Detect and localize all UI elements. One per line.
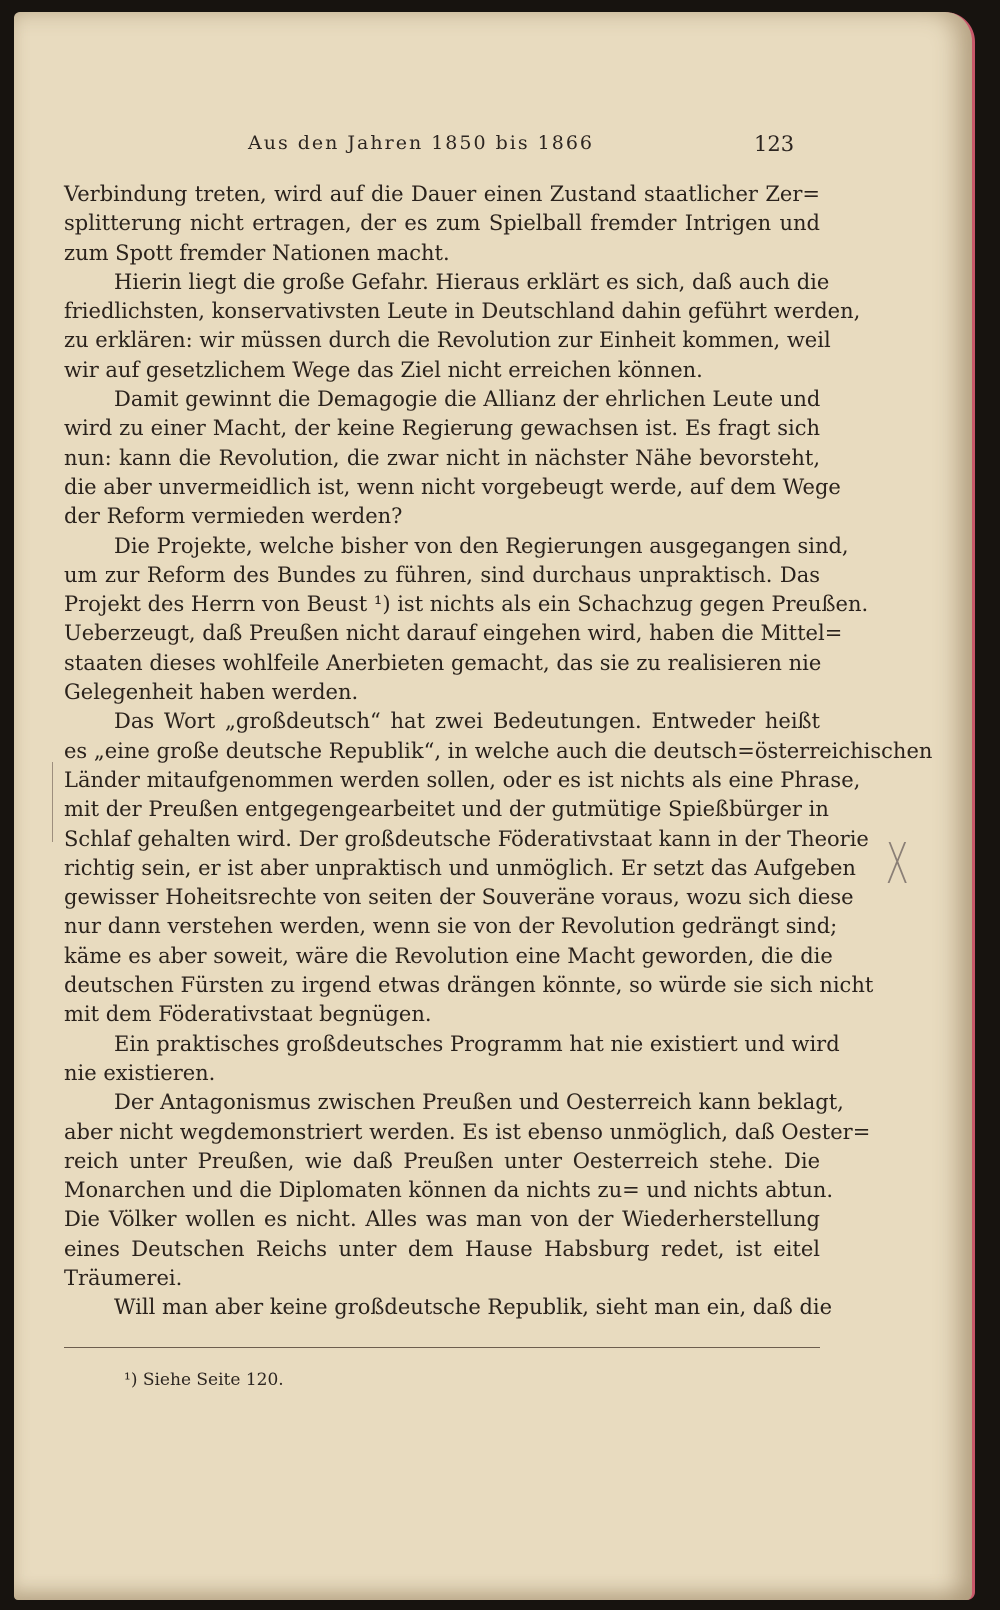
text-line: es „eine große deutsche Republik“, in welche auch die deutsch=österreichischen [64, 738, 933, 763]
text-line: Der Antagonismus zwischen Preußen und Oesterreich kann beklagt, [114, 1090, 844, 1115]
text-line: Das Wort „großdeutsch“ hat zwei Bedeutungen. Entweder heißt [114, 709, 820, 734]
text-line: zu erklären: wir müssen durch die Revolution zur Einheit kommen, weil [64, 328, 831, 353]
text-line: wird zu einer Macht, der keine Regierung gewachsen ist. Es fragt sich [64, 416, 820, 441]
text-line: der Reform vermieden werden? [64, 504, 403, 529]
footnote: ¹) Siehe Seite 120. [124, 1370, 284, 1390]
text-line: Monarchen und die Diplomaten können da nichts zu= und nichts abtun. [64, 1178, 834, 1203]
text-line: deutschen Fürsten zu irgend etwas drängen könnte, so würde sie sich nicht [64, 973, 874, 998]
footnote-rule [64, 1347, 820, 1348]
text-line: Träumerei. [64, 1265, 183, 1290]
text-line: reich unter Preußen, wie daß Preußen unter Oesterreich stehe. Die [64, 1148, 820, 1173]
text-line: Die Völker wollen es nicht. Alles was man von der Wiederherstellung [64, 1207, 820, 1232]
text-line: Verbindung treten, wird auf die Dauer einen Zustand staatlicher Zer= [64, 182, 820, 206]
text-line: Ueberzeugt, daß Preußen nicht darauf eingehen wird, haben die Mittel= [64, 621, 843, 646]
text-line: Will man aber keine großdeutsche Republik, sieht man ein, daß die [114, 1295, 833, 1320]
text-line: zum Spott fremder Nationen macht. [64, 240, 450, 265]
text-line: eines Deutschen Reichs unter dem Hause Habsburg redet, ist eitel [64, 1236, 820, 1261]
text-line: Ein praktisches großdeutsches Programm hat nie existiert und wird [114, 1031, 840, 1056]
text-line: staaten dieses wohlfeile Anerbieten gemacht, das sie zu realisieren nie [64, 650, 822, 675]
text-line: Die Projekte, welche bisher von den Regierungen ausgegangen sind, [114, 533, 849, 558]
text-line: nie existieren. [64, 1060, 216, 1085]
text-line: wir auf gesetzlichem Wege das Ziel nicht erreichen können. [64, 357, 703, 382]
text-line: friedlichsten, konservativsten Leute in Deutschland dahin geführt werden, [64, 299, 861, 324]
text-line: die aber unvermeidlich ist, wenn nicht vorgebeugt werde, auf dem Wege [64, 474, 841, 499]
text-line: splitterung nicht ertragen, der es zum Spielball fremder Intrigen und [64, 211, 820, 236]
running-header: Aus den Jahren 1850 bis 1866 [248, 132, 594, 154]
margin-pencil-mark: X [885, 832, 909, 897]
text-line: nun: kann die Revolution, die zwar nicht in nächster Nähe bevorsteht, [64, 445, 820, 470]
text-line: käme es aber soweit, wäre die Revolution eine Macht geworden, die die [64, 943, 833, 968]
text-line: richtig sein, er ist aber unpraktisch und unmöglich. Er setzt das Aufgeben [64, 855, 856, 880]
text-line: um zur Reform des Bundes zu führen, sind durchaus unpraktisch. Das [64, 562, 820, 587]
text-line: nur dann verstehen werden, wenn sie von der Revolution gedrängt sind; [64, 914, 838, 939]
text-line: Gelegenheit haben werden. [64, 680, 359, 705]
body-text [64, 180, 933, 1323]
text-line: Länder mitaufgenommen werden sollen, oder es ist nichts als eine Phrase, [64, 767, 861, 792]
text-line: mit dem Föderativstaat begnügen. [64, 1002, 432, 1027]
text-line: Damit gewinnt die Demagogie die Allianz der ehrlichen Leute und [114, 387, 821, 412]
margin-pencil-line [52, 762, 53, 842]
book-page [14, 12, 975, 1600]
page-number: 123 [754, 132, 795, 156]
text-line: Hierin liegt die große Gefahr. Hieraus erklärt es sich, daß auch die [114, 269, 830, 294]
text-line: Projekt des Herrn von Beust ¹) ist nichts als ein Schachzug gegen Preußen. [64, 592, 869, 617]
text-line: mit der Preußen entgegengearbeitet und der gutmütige Spießbürger in [64, 797, 829, 822]
text-line: gewisser Hoheitsrechte von seiten der Souveräne voraus, wozu sich diese [64, 885, 854, 910]
text-line: aber nicht wegdemonstriert werden. Es ist ebenso unmöglich, daß Oester= [64, 1119, 871, 1144]
text-line: Schlaf gehalten wird. Der großdeutsche Föderativstaat kann in der Theorie [64, 826, 869, 851]
